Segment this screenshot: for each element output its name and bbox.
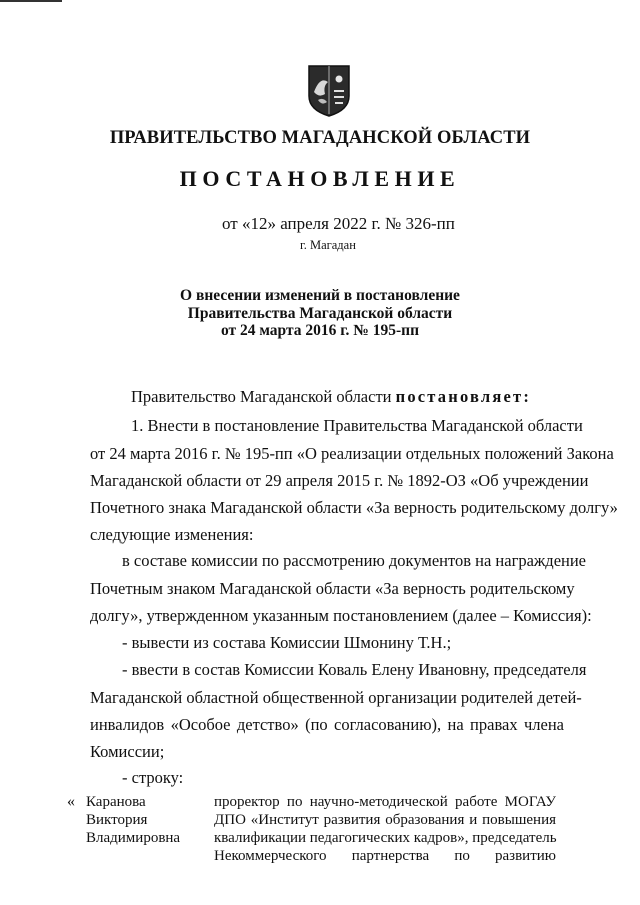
member-position-line: квалификации педагогических кадров», председатель xyxy=(214,830,557,846)
organization-title: ПРАВИТЕЛЬСТВО МАГАДАНСКОЙ ОБЛАСТИ xyxy=(109,128,531,148)
preamble-verb: постановляет: xyxy=(395,387,532,406)
member-position-line: Некоммерческого партнерства по развитию xyxy=(214,848,556,864)
body-line: Комиссии; xyxy=(90,742,165,761)
preamble xyxy=(131,387,531,407)
member-name-line: Каранова xyxy=(86,794,146,810)
body-line: Почетного знака Магаданской области «За верность родительскому долгу» xyxy=(90,498,618,517)
member-position-line: ДПО «Институт развития образования и повышения xyxy=(214,812,556,828)
body-line: следующие изменения: xyxy=(90,525,254,544)
member-name-line: Виктория xyxy=(86,812,148,828)
document-subject xyxy=(0,287,640,340)
body-line: - вывести из состава Комиссии Шмонину Т.Н.; xyxy=(122,633,452,652)
body-line: 1. Внести в постановление Правительства Магаданской области xyxy=(131,416,583,435)
body-line: Почетным знаком Магаданской области «За верность родительскому xyxy=(90,579,575,598)
body-line: - ввести в состав Комиссии Коваль Елену Ивановну, председателя xyxy=(122,660,587,679)
body-line: долгу», утвержденном указанным постановлением (далее – Комиссия): xyxy=(90,606,592,625)
preamble-text: Правительство Магаданской области xyxy=(131,387,392,406)
member-position-line: проректор по научно-методической работе МОГАУ xyxy=(214,794,556,810)
subject-line: Правительства Магаданской области xyxy=(187,304,453,322)
opening-quote: « xyxy=(67,793,75,810)
coat-of-arms-icon xyxy=(306,64,352,117)
document-type-title: ПОСТАНОВЛЕНИЕ xyxy=(179,166,461,191)
date-and-number: от «12» апреля 2022 г. № 326-пп xyxy=(222,214,455,233)
scan-artifact-line xyxy=(0,0,62,2)
member-name-line: Владимировна xyxy=(86,830,181,846)
body-line: в составе комиссии по рассмотрению документов на награждение xyxy=(122,551,587,570)
body-line: Магаданской области от 29 апреля 2015 г. № 1892-ОЗ «Об учреждении xyxy=(90,471,589,490)
body-line: от 24 марта 2016 г. № 195-пп «О реализации отдельных положений Закона xyxy=(90,444,614,463)
body-line: Магаданской областной общественной организации родителей детей- xyxy=(90,688,582,707)
subject-line: О внесении изменений в постановление xyxy=(180,287,460,304)
body-line: - строку: xyxy=(122,768,184,787)
body-line: инвалидов «Особое детство» (по согласованию), на правах члена xyxy=(90,715,564,734)
subject-line: от 24 марта 2016 г. № 195-пп xyxy=(220,322,420,339)
city: г. Магадан xyxy=(300,238,356,252)
